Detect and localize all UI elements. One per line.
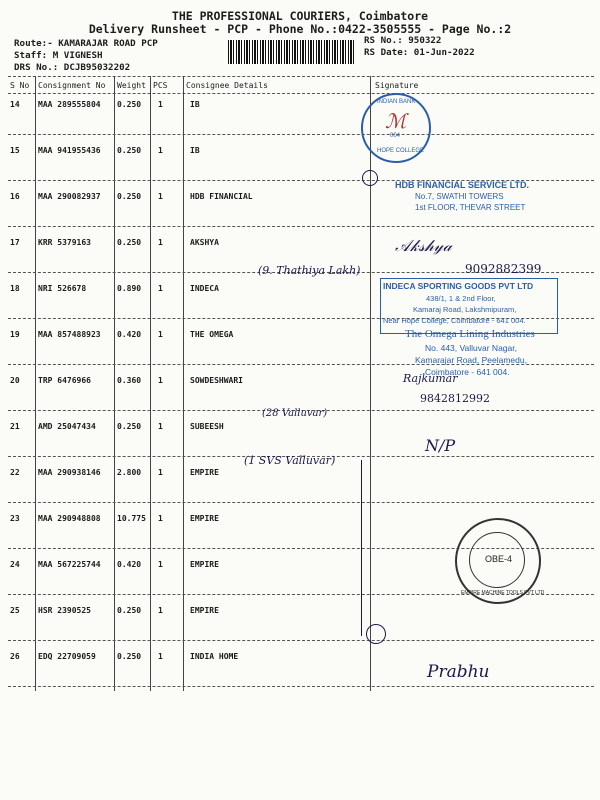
cell-consignee: THE OMEGA [190, 330, 234, 339]
column-divider [370, 76, 371, 691]
col-header-weight: Weight [117, 81, 146, 90]
cell-pcs: 1 [158, 652, 163, 661]
cell-consignee: SUBEESH [190, 422, 224, 431]
col-header-sno: S No [10, 81, 30, 90]
cell-sno: 19 [10, 330, 20, 339]
cell-weight: 0.250 [117, 146, 142, 155]
bank-seal-initials: ℳ [385, 111, 407, 133]
cell-pcs: 1 [158, 376, 163, 385]
cell-consignee: EMPIRE [190, 606, 219, 615]
cell-consignee: IB [190, 100, 200, 109]
cell-pcs: 1 [158, 284, 163, 293]
cell-sno: 24 [10, 560, 20, 569]
cell-consignee: HDB FINANCIAL [190, 192, 253, 201]
handwritten-phone: 9842812992 [420, 392, 490, 405]
empire-seal [455, 518, 545, 604]
cell-pcs: 1 [158, 514, 163, 523]
indeca-stamp-line4: Near Hope College, Coimbatore - 641 004. [383, 316, 526, 325]
cell-consignment: MAA 290938146 [38, 468, 101, 477]
indeca-stamp [380, 278, 558, 334]
hdb-stamp-line3: 1st FLOOR, THEVAR STREET [415, 203, 526, 212]
table-row-rule [8, 502, 594, 503]
indeca-stamp-line2: 438/1, 1 & 2nd Floor, [426, 294, 496, 303]
cell-weight: 0.250 [117, 606, 142, 615]
omega-stamp-line2: No. 443, Valluvar Nagar, [425, 343, 517, 353]
cell-sno: 25 [10, 606, 20, 615]
column-divider [183, 76, 184, 691]
hdb-stamp-line2: No.7, SWATHI TOWERS [415, 192, 504, 201]
cell-sno: 20 [10, 376, 20, 385]
cell-sno: 18 [10, 284, 20, 293]
cell-consignee: SOWDESHWARI [190, 376, 243, 385]
runsheet-title: THE PROFESSIONAL COURIERS, Coimbatore [171, 9, 429, 23]
cell-consignment: EDQ 22709059 [38, 652, 96, 661]
cell-consignee: EMPIRE [190, 468, 219, 477]
handwritten-address: (9. Thathiya Lakh) [258, 264, 361, 277]
table-row-rule [8, 134, 594, 135]
col-header-signature: Signature [375, 81, 419, 90]
cell-consignment: AMD 25047434 [38, 422, 96, 431]
column-divider [35, 76, 36, 691]
cell-consignment: MAA 290948808 [38, 514, 101, 523]
cell-pcs: 1 [158, 100, 163, 109]
cell-consignee: INDECA [190, 284, 219, 293]
cell-consignee: IB [190, 146, 200, 155]
omega-stamp-line1: The Omega Lining Industries [405, 328, 535, 340]
table-row-rule [8, 686, 594, 687]
cell-pcs: 1 [158, 560, 163, 569]
hdb-stamp-line1: HDB FINANCIAL SERVICE LTD. [395, 180, 530, 190]
handwritten-signature: 𝒜𝓀𝓈𝒽𝓎𝒶 [395, 236, 452, 255]
table-row-rule [8, 640, 594, 641]
route-label: Route:- KAMARAJAR ROAD PCP [14, 38, 158, 49]
cell-weight: 10.775 [117, 514, 146, 523]
cell-consignee: EMPIRE [190, 514, 219, 523]
bank-seal-code: 004 [390, 133, 401, 139]
cell-sno: 17 [10, 238, 20, 247]
bank-seal-top-text: INDIAN BANK [377, 99, 416, 105]
barcode [228, 40, 356, 64]
indeca-stamp-line3: Kamaraj Road, Lakshmipuram, [413, 305, 517, 314]
col-header-pcs: PCS [153, 81, 168, 90]
cell-pcs: 1 [158, 146, 163, 155]
column-divider [114, 76, 115, 691]
cell-pcs: 1 [158, 468, 163, 477]
rs-date: RS Date: 01-Jun-2022 [364, 47, 475, 58]
cell-consignment: MAA 941955436 [38, 146, 101, 155]
signature-mark-circle [362, 170, 378, 186]
cell-weight: 0.250 [117, 192, 142, 201]
cell-weight: 0.250 [117, 652, 142, 661]
rs-number: RS No.: 950322 [364, 35, 442, 46]
cell-sno: 21 [10, 422, 20, 431]
cell-pcs: 1 [158, 606, 163, 615]
cell-consignment: MAA 567225744 [38, 560, 101, 569]
runsheet-subtitle: Delivery Runsheet - PCP - Phone No.:0422-3505555 - Page No.:2 [88, 22, 512, 36]
col-header-consignment: Consignment No [38, 81, 106, 90]
cell-weight: 0.420 [117, 330, 142, 339]
handwritten-name: Rajkumar [403, 372, 458, 385]
cell-weight: 0.250 [117, 238, 142, 247]
cell-sno: 26 [10, 652, 20, 661]
cell-pcs: 1 [158, 330, 163, 339]
staff-label: Staff: M VIGNESH [14, 50, 103, 61]
omega-stamp-line4: Coimbatore - 641 004. [425, 367, 510, 377]
cell-weight: 0.360 [117, 376, 142, 385]
cell-sno: 15 [10, 146, 20, 155]
cell-consignment: MAA 857488923 [38, 330, 101, 339]
cell-consignee: AKSHYA [190, 238, 219, 247]
omega-stamp-line3: Kamarajar Road, Peelamedu, [415, 355, 527, 365]
signature-mark-circle [366, 624, 386, 644]
bank-seal-bottom-text: HOPE COLLEGE [377, 148, 425, 154]
cell-weight: 0.890 [117, 284, 142, 293]
cell-pcs: 1 [158, 238, 163, 247]
cell-sno: 16 [10, 192, 20, 201]
cell-sno: 22 [10, 468, 20, 477]
indeca-stamp-line1: INDECA SPORTING GOODS PVT LTD [383, 281, 534, 291]
drs-label: DRS No.: DCJB95032202 [14, 62, 131, 73]
handwritten-address: (28 Valluvar) [262, 408, 328, 419]
cell-weight: 0.250 [117, 100, 142, 109]
bank-seal [361, 93, 431, 163]
cell-consignment: NRI 526678 [38, 284, 87, 293]
cell-pcs: 1 [158, 192, 163, 201]
cell-sno: 14 [10, 100, 20, 109]
cell-consignee: INDIA HOME [190, 652, 239, 661]
cell-weight: 0.250 [117, 422, 142, 431]
cell-pcs: 1 [158, 422, 163, 431]
cell-consignment: MAA 289555804 [38, 100, 101, 109]
cell-weight: 0.420 [117, 560, 142, 569]
handwritten-bracket-line [361, 460, 362, 636]
cell-consignment: HSR 2390525 [38, 606, 91, 615]
cell-sno: 23 [10, 514, 20, 523]
table-header-rule [8, 93, 594, 94]
cell-consignment: KRR 5379163 [38, 238, 91, 247]
table-row-rule [8, 226, 594, 227]
col-header-consignee: Consignee Details [186, 81, 268, 90]
handwritten-phone: 9092882399 [465, 262, 542, 276]
cell-consignee: EMPIRE [190, 560, 219, 569]
cell-weight: 2.800 [117, 468, 142, 477]
table-top-rule [8, 76, 594, 77]
empire-seal-ring-text: EMPIRE MACHINE TOOLS PVT LTD [461, 590, 545, 596]
handwritten-signature: Prabhu [427, 662, 490, 682]
cell-consignment: TRP 6476966 [38, 376, 91, 385]
cell-consignment: MAA 290082937 [38, 192, 101, 201]
handwritten-signature: N/P [425, 436, 456, 455]
empire-seal-center: OBE-4 [485, 554, 513, 564]
column-divider [150, 76, 151, 691]
handwritten-address: (1 SVS Valluvar) [244, 454, 336, 467]
